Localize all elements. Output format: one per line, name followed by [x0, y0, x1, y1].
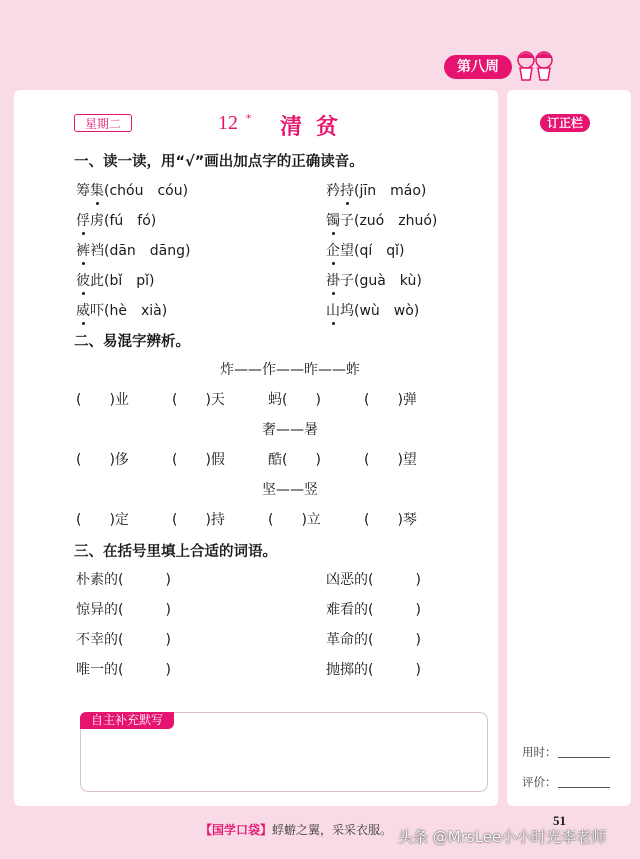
blank-item[interactable]: ( )假 [172, 452, 225, 468]
pinyin-item-post: 吓(hè xià) [90, 303, 168, 319]
pinyin-item-post: 子(zuó zhuó) [340, 213, 438, 229]
blank-item[interactable]: ( )望 [364, 452, 417, 468]
pinyin-item-post: 虏(fú fó) [90, 213, 157, 229]
fill-word-item[interactable]: 革命的( ) [326, 632, 421, 648]
char-group-2: 奢——暑 [262, 422, 318, 438]
dictation-label: 自主补充默写 [80, 712, 174, 729]
blank-item[interactable]: ( )定 [76, 512, 129, 528]
pinyin-item[interactable] [326, 270, 422, 290]
footer-brand: 【国学口袋】 [200, 823, 273, 837]
fill-word-item[interactable]: 唯一的( ) [76, 662, 171, 678]
blank-item[interactable]: ( )天 [172, 392, 225, 408]
dotted-char: 集 [90, 180, 104, 200]
pinyin-item[interactable] [326, 180, 426, 200]
dotted-char: 威 [76, 300, 90, 320]
pinyin-item[interactable] [76, 300, 167, 320]
blank-item[interactable]: ( )立 [268, 512, 321, 528]
rating-underline[interactable] [558, 787, 610, 788]
pinyin-item-post: 裆(dān dāng) [90, 243, 191, 259]
lesson-number: 12 [218, 112, 238, 134]
pinyin-item-post: 望(qí qǐ) [340, 243, 405, 259]
fill-word-item[interactable]: 难看的( ) [326, 602, 421, 618]
fill-word-item[interactable]: 不幸的( ) [76, 632, 171, 648]
dotted-char: 裤 [76, 240, 90, 260]
blank-item[interactable]: ( )业 [76, 392, 129, 408]
pinyin-item-post: 此(bǐ pǐ) [90, 273, 155, 289]
pinyin-item[interactable] [326, 300, 419, 320]
blank-item[interactable]: 蚂( ) [268, 392, 321, 408]
footer-proverb [200, 821, 392, 838]
fill-word-item[interactable]: 凶恶的( ) [326, 572, 421, 588]
fill-word-item[interactable]: 朴素的( ) [76, 572, 171, 588]
pinyin-item[interactable] [76, 240, 191, 260]
pinyin-item-post: 子(guà kù) [340, 273, 422, 289]
pinyin-item[interactable] [76, 180, 188, 200]
pinyin-item[interactable] [326, 240, 404, 260]
blank-item[interactable]: 酷( ) [268, 452, 321, 468]
dotted-char: 山 [326, 300, 340, 320]
pinyin-item[interactable] [326, 210, 437, 230]
pinyin-item[interactable] [76, 270, 154, 290]
blank-item[interactable]: ( )琴 [364, 512, 417, 528]
week-badge: 第八周 [444, 55, 512, 79]
pinyin-item-post: (jīn máo) [354, 183, 427, 199]
section2-heading: 二、易混字辨析。 [74, 334, 190, 350]
dotted-char: 彼 [76, 270, 90, 290]
pinyin-item-post: 坞(wù wò) [340, 303, 420, 319]
dotted-char: 褂 [326, 270, 340, 290]
lesson-star: * [246, 112, 252, 125]
pinyin-item-post: (chóu cóu) [104, 183, 189, 199]
dotted-char: 持 [340, 180, 354, 200]
dotted-char: 镯 [326, 210, 340, 230]
time-label: 用时： [522, 745, 557, 759]
correction-column [507, 90, 631, 806]
pinyin-item[interactable] [76, 210, 156, 230]
fill-word-item[interactable]: 抛掷的( ) [326, 662, 421, 678]
correction-tag: 订正栏 [540, 114, 590, 132]
dotted-char: 俘 [76, 210, 90, 230]
blank-item[interactable]: ( )持 [172, 512, 225, 528]
section3-heading: 三、在括号里填上合适的词语。 [74, 544, 277, 560]
cartoon-kids-icon [510, 48, 562, 82]
section1-heading: 一、读一读，用“√”画出加点字的正确读音。 [74, 154, 364, 170]
dotted-char: 企 [326, 240, 340, 260]
blank-item[interactable]: ( )侈 [76, 452, 129, 468]
fill-word-item[interactable]: 惊异的( ) [76, 602, 171, 618]
pinyin-item-pre: 筹 [76, 183, 90, 199]
char-group-1: 炸——作——昨——蚱 [220, 362, 360, 378]
lesson-title: 清贫 [280, 115, 353, 140]
rating-label: 评价： [522, 775, 557, 789]
footer-text: 蜉蝣之翼，采采衣服。 [272, 823, 393, 837]
watermark: 头条 @MrsLee小小时光李老师 [398, 828, 607, 846]
time-underline[interactable] [558, 757, 610, 758]
char-group-3: 坚——竖 [262, 482, 318, 498]
weekday-tag: 星期二 [74, 114, 132, 132]
blank-item[interactable]: ( )弹 [364, 392, 417, 408]
pinyin-item-pre: 矜 [326, 183, 340, 199]
page-number: 51 [553, 813, 566, 828]
